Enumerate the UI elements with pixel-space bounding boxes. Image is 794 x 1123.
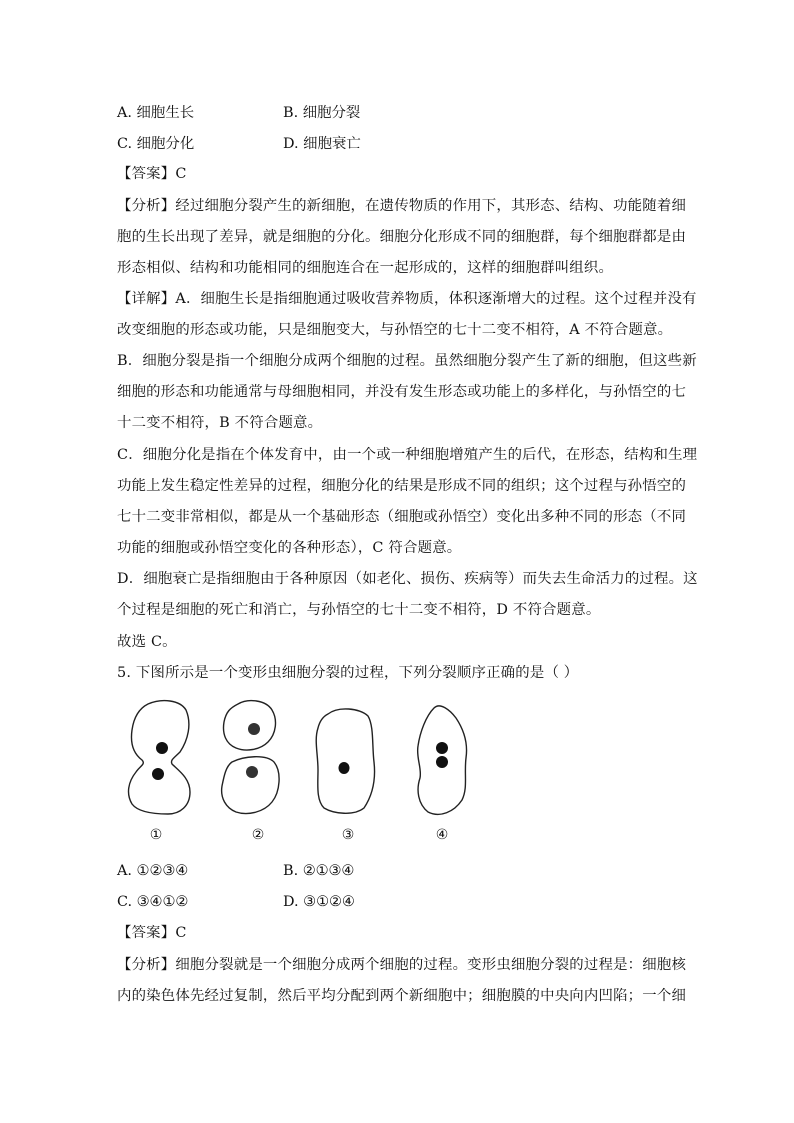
- figure-label-3: ③: [341, 827, 355, 843]
- figure-label-1: ①: [149, 827, 163, 843]
- q4-option-c: C. 细胞分化: [117, 136, 195, 152]
- q4-detail-line: 细胞的形态和功能通常与母细胞相同，并没有发生形态或功能上的多样化，与孙悟空的七: [117, 384, 687, 400]
- q4-option-a: A. 细胞生长: [117, 105, 195, 121]
- q4-detail-line: B．细胞分裂是指一个细胞分成两个细胞的过程。虽然细胞分裂产生了新的细胞，但这些新: [117, 353, 697, 369]
- q4-detail-line: 【详解】A．细胞生长是指细胞通过吸收营养物质，体积逐渐增大的过程。这个过程并没有: [117, 291, 697, 307]
- q4-answer: 【答案】C: [117, 166, 187, 182]
- figure-label-2: ②: [251, 827, 265, 843]
- stage-3-single-cell: [316, 709, 374, 813]
- q4-detail-line: 七十二变非常相似，都是从一个基础形态（细胞或孙悟空）变化出多种不同的形态（不同: [117, 509, 687, 525]
- q4-conclusion: 故选 C。: [117, 634, 177, 650]
- amoeba-division-figure: [120, 696, 480, 846]
- q4-detail-line: D．细胞衰亡是指细胞由于各种原因（如老化、损伤、疾病等）而失去生命活力的过程。这: [117, 571, 698, 587]
- q4-option-b: B. 细胞分裂: [283, 105, 361, 121]
- stage-1-pinching-cell: [129, 701, 190, 814]
- q4-analysis-line: 胞的生长出现了差异，就是细胞的分化。细胞分化形成不同的细胞群，每个细胞群都是由: [117, 229, 687, 245]
- q5-option-b: B. ②①③④: [283, 863, 355, 879]
- q5-option-c: C. ③④①②: [117, 894, 189, 910]
- q4-detail-line: C．细胞分化是指在个体发育中，由一个或一种细胞增殖产生的后代，在形态，结构和生理: [117, 447, 698, 463]
- q5-analysis-line: 内的染色体先经过复制，然后平均分配到两个新细胞中；细胞膜的中央向内凹陷；一个细: [117, 988, 687, 1004]
- q4-detail-line: 个过程是细胞的死亡和消亡，与孙悟空的七十二变不相符，D 不符合题意。: [117, 602, 601, 618]
- q4-option-d: D. 细胞衰亡: [283, 136, 361, 152]
- q4-detail-line: 改变细胞的形态或功能，只是细胞变大，与孙悟空的七十二变不相符，A 不符合题意。: [117, 322, 673, 338]
- q4-detail-line: 十二变不相符，B 不符合题意。: [117, 415, 323, 431]
- stage-4-duplicated-nucleus: [418, 706, 467, 814]
- q5-option-d: D. ③①②④: [283, 894, 355, 910]
- q5-answer: 【答案】C: [117, 925, 187, 941]
- q4-analysis-line: 【分析】经过细胞分裂产生的新细胞，在遗传物质的作用下，其形态、结构、功能随着细: [117, 198, 687, 214]
- q4-analysis-line: 形态相似、结构和功能相同的细胞连合在一起形成的，这样的细胞群叫组织。: [117, 260, 614, 276]
- stage-2-two-cells: [222, 701, 279, 814]
- figure-label-4: ④: [435, 827, 449, 843]
- q5-stem: 5. 下图所示是一个变形虫细胞分裂的过程，下列分裂顺序正确的是（ ）: [117, 665, 579, 681]
- q4-detail-line: 功能的细胞或孙悟空变化的各种形态），C 符合题意。: [117, 540, 462, 556]
- q4-detail-line: 功能上发生稳定性差异的过程，细胞分化的结果是形成不同的组织；这个过程与孙悟空的: [117, 478, 687, 494]
- q5-option-a: A. ①②③④: [117, 863, 189, 879]
- q5-analysis-line: 【分析】细胞分裂就是一个细胞分成两个细胞的过程。变形虫细胞分裂的过程是：细胞核: [117, 957, 687, 973]
